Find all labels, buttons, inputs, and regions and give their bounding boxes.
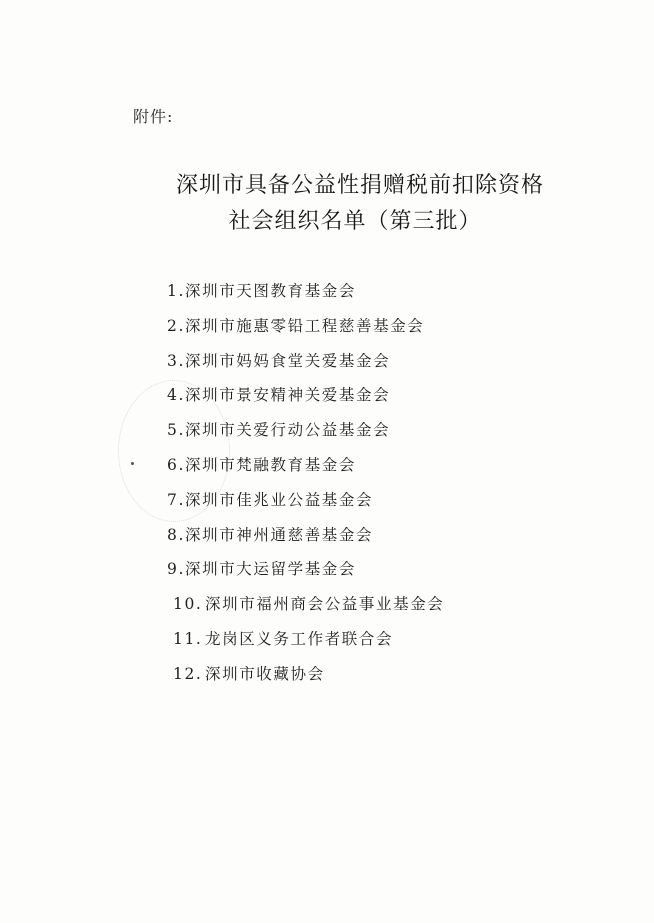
organization-name: 深圳市福州商会公益事业基金会 xyxy=(205,595,445,614)
item-number: 10. xyxy=(173,595,203,614)
title-line-2: 社会组织名单（第三批） xyxy=(228,209,482,234)
organization-name: 深圳市关爱行动公益基金会 xyxy=(185,421,391,440)
list-item xyxy=(167,378,444,413)
list-item xyxy=(167,448,444,483)
item-number: 7. xyxy=(167,490,185,509)
title-line-1: 深圳市具备公益性捐赠税前扣除资格 xyxy=(175,173,544,198)
item-number: 5. xyxy=(167,421,185,440)
organization-name: 深圳市妈妈食堂关爱基金会 xyxy=(185,351,391,370)
item-number: 9. xyxy=(167,560,185,579)
list-item xyxy=(167,344,444,379)
list-item xyxy=(167,483,444,518)
list-item xyxy=(167,413,444,448)
item-number: 4. xyxy=(167,386,185,405)
item-number: 2. xyxy=(167,316,185,335)
item-number: 12. xyxy=(173,664,203,683)
item-number: 8. xyxy=(167,525,185,544)
item-number: 3. xyxy=(167,351,185,370)
organization-name: 龙岗区义务工作者联合会 xyxy=(205,629,394,648)
item-number: 11. xyxy=(173,629,203,648)
list-item xyxy=(167,518,444,553)
list-item xyxy=(173,657,444,692)
organization-name: 深圳市大运留学基金会 xyxy=(185,560,357,579)
document-title xyxy=(0,168,654,240)
attachment-label: 附件: xyxy=(133,107,174,126)
organization-name: 深圳市佳兆业公益基金会 xyxy=(185,490,374,509)
list-item xyxy=(173,622,444,657)
organization-name: 深圳市梵融教育基金会 xyxy=(185,455,357,474)
organization-list xyxy=(167,274,444,692)
organization-name: 深圳市施惠零铅工程慈善基金会 xyxy=(185,316,425,335)
organization-name: 深圳市天图教育基金会 xyxy=(185,282,357,300)
list-item xyxy=(167,309,444,344)
organization-name: 深圳市收藏协会 xyxy=(205,664,325,683)
list-item xyxy=(167,552,444,587)
organization-name: 深圳市神州通慈善基金会 xyxy=(185,525,374,544)
list-item xyxy=(167,274,444,309)
organization-name: 深圳市景安精神关爱基金会 xyxy=(185,386,391,405)
list-item xyxy=(173,587,444,622)
ink-dot xyxy=(131,462,134,465)
item-number: 1. xyxy=(167,282,185,300)
item-number: 6. xyxy=(167,455,185,474)
